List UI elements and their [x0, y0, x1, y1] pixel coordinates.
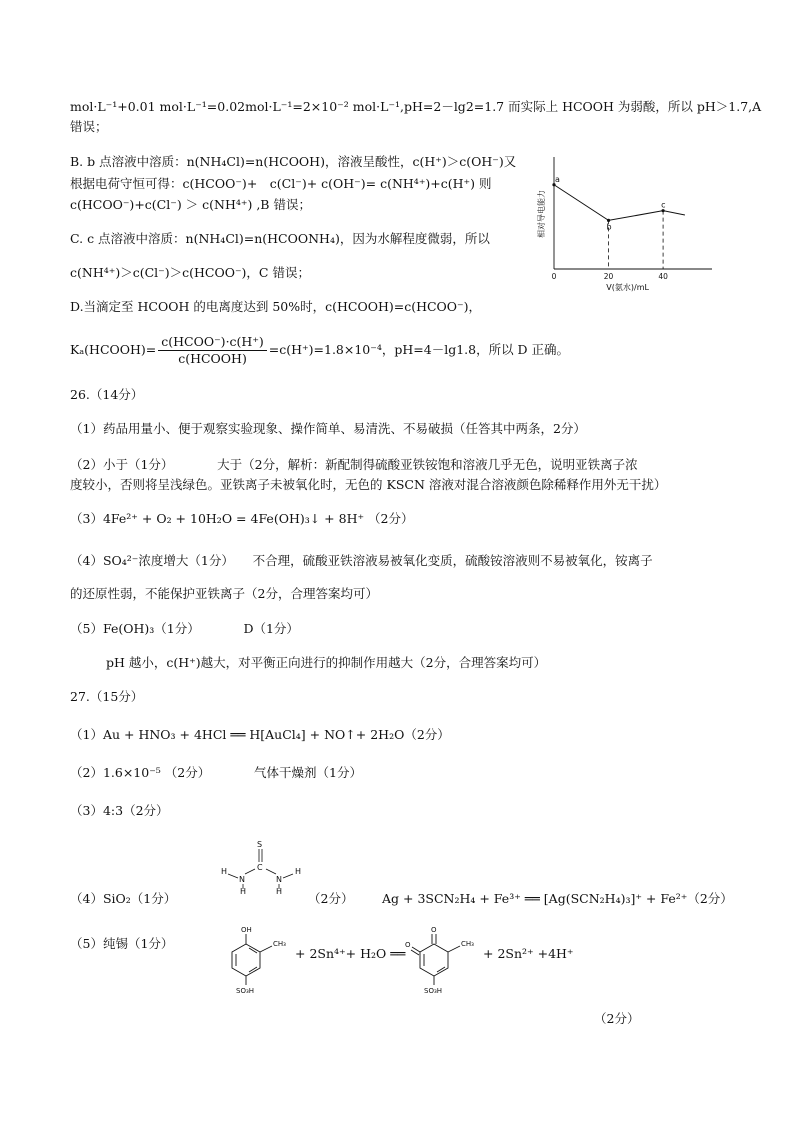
x-axis-label: V(氨水)/mL	[606, 283, 649, 292]
line-ph-calc: mol·L⁻¹+0.01 mol·L⁻¹=0.02mol·L⁻¹=2×10⁻² mol·L⁻¹,pH=2－lg2=1.7 而实际上 HCOOH 为弱酸，所以 pH＞1.7,A	[70, 99, 762, 114]
line-d-1: D.当滴定至 HCOOH 的电离度达到 50%时，c(HCOOH)=c(HCOO⁻)，	[70, 299, 482, 314]
point-label-a: a	[555, 174, 560, 184]
ch3-label: CH₃	[273, 940, 286, 948]
q26-part2-a: （2）小于（1分） 大于（2分，解析：新配制得硫酸亚铁铵饱和溶液几乎无色，说明亚铁离子浓	[70, 457, 638, 472]
line-b-2: 根据电荷守恒可得：c(HCOO⁻)+ c(Cl⁻)+ c(OH⁻)= c(NH⁴⁺)+c(H⁺) 则	[70, 176, 492, 191]
atom-n-right: N	[276, 875, 282, 884]
q26-part5-a: （5）Fe(OH)₃（1分） D（1分）	[70, 621, 299, 636]
line-a-wrong: 错误；	[70, 119, 108, 134]
ka-denominator: c(HCOOH)	[178, 351, 247, 366]
x-tick-label-40: 40	[658, 272, 668, 281]
atom-h-1: H	[221, 867, 228, 876]
q26-part3: （3）4Fe²⁺ + O₂ + 10H₂O = 4Fe(OH)₃↓ + 8H⁺ （2分）	[70, 511, 414, 526]
so3h-label: SO₃H	[236, 987, 255, 995]
q26-part4-b: 的还原性弱，不能保护亚铁离子（2分，合理答案均可）	[70, 586, 378, 601]
q26-part5-b: pH 越小，c(H⁺)越大，对平衡正向进行的抑制作用越大（2分，合理答案均可）	[106, 655, 547, 670]
atom-c: C	[257, 863, 263, 872]
conductivity-chart	[532, 152, 722, 292]
q26-part2-b: 度较小，否则将呈浅绿色。亚铁离子未被氧化时，无色的 KSCN 溶液对混合溶液颜色除稀释作用外无干扰）	[70, 477, 667, 492]
atom-s: S	[257, 840, 263, 849]
ka-left: Kₐ(HCOOH)=	[70, 342, 157, 357]
line-b-3: c(HCOO⁻)+c(Cl⁻) ＞ c(NH⁴⁺) ,B 错误；	[70, 197, 311, 212]
q27-part5-d: （2分）	[594, 1011, 640, 1026]
line-ka	[70, 334, 569, 367]
q27-part4-b: （2分）	[308, 891, 354, 906]
point-label-b: b	[606, 222, 612, 232]
atom-n-left: N	[239, 875, 245, 884]
q27-part4-a: （4）SiO₂（1分）	[70, 891, 177, 906]
atom-h-3: H	[295, 867, 302, 876]
atom-h-4: H	[276, 887, 283, 894]
atom-h-2: H	[240, 887, 247, 894]
q27-part3: （3）4:3（2分）	[70, 803, 169, 818]
q27-part5-c: + 2Sn²⁺ +4H⁺	[483, 946, 574, 961]
ka-right: =c(H⁺)=1.8×10⁻⁴，pH=4－lg1.8，所以 D 正确。	[268, 342, 570, 357]
y-axis-label: 相对导电能力	[537, 190, 546, 238]
thiourea-structure	[215, 838, 305, 894]
oxo-label-left: O	[405, 941, 411, 949]
ka-numerator: c(HCOO⁻)·c(H⁺)	[158, 334, 267, 351]
reactant-structure	[222, 922, 294, 1002]
oh-label: OH	[241, 926, 252, 934]
q26-heading: 26.（14分）	[70, 387, 144, 402]
product-structure	[402, 922, 482, 1002]
x-tick-label-0: 0	[551, 272, 557, 281]
point-label-c: c	[661, 200, 666, 210]
q27-part4-c: Ag + 3SCN₂H₄ + Fe³⁺ ══ [Ag(SCN₂H₄)₃]⁺ + Fe²⁺（2分）	[382, 891, 733, 906]
ka-fraction	[158, 334, 267, 367]
q27-part5-a: （5）纯锡（1分）	[70, 936, 174, 951]
ch3-label-product: CH₃	[461, 940, 474, 948]
line-c-2: c(NH⁴⁺)＞c(Cl⁻)＞c(HCOO⁻)，C 错误；	[70, 265, 310, 280]
q27-part2: （2）1.6×10⁻⁵ （2分） 气体干燥剂（1分）	[70, 765, 362, 780]
line-b-1: B. b 点溶液中溶质：n(NH₄Cl)=n(HCOOH)，溶液呈酸性，c(H⁺)＞c(OH⁻)又	[70, 154, 517, 169]
q27-part1: （1）Au + HNO₃ + 4HCl ══ H[AuCl₄] + NO↑+ 2H₂O（2分）	[70, 727, 450, 742]
x-tick-label-20: 20	[603, 272, 614, 281]
line-c-1: C. c 点溶液中溶质：n(NH₄Cl)=n(HCOONH₄)，因为水解程度微弱，所以	[70, 231, 490, 246]
oxo-label-top: O	[431, 926, 437, 934]
so3h-label-product: SO₃H	[424, 987, 443, 995]
q27-part5-b: + 2Sn⁴⁺+ H₂O ══	[295, 946, 406, 961]
q27-heading: 27.（15分）	[70, 689, 144, 704]
q26-part1: （1）药品用量小、便于观察实验现象、操作简单、易清洗、不易破损（任答其中两条，2分）	[70, 421, 586, 436]
q26-part4-a: （4）SO₄²⁻浓度增大（1分） 不合理，硫酸亚铁溶液易被氧化变质，硫酸铵溶液则不易被氧化，铵离子	[70, 553, 653, 568]
